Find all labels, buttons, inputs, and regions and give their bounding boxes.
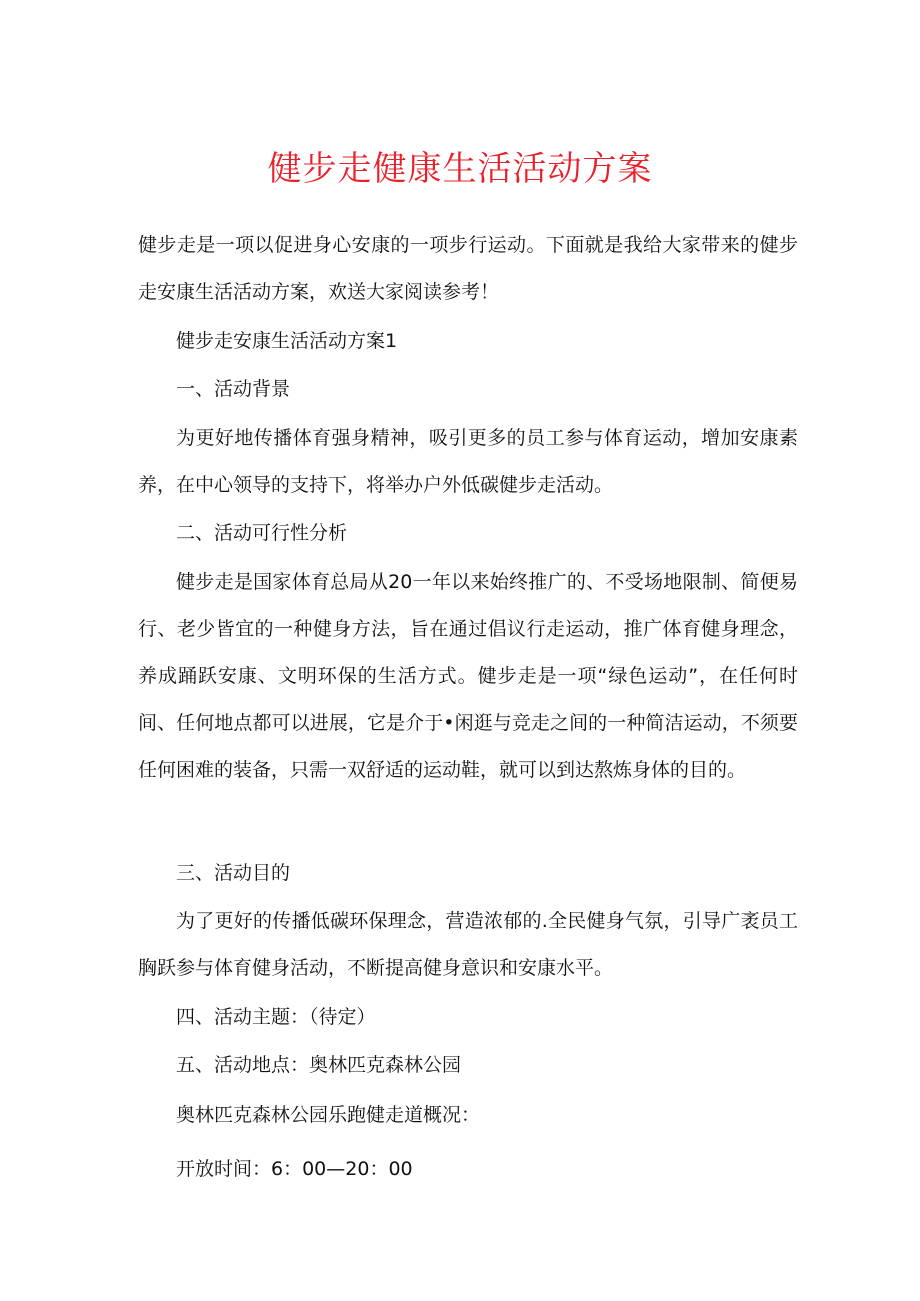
section-2-heading: 二、活动可行性分析: [176, 522, 348, 544]
section-3-body: 为了更好的传播低碳环保理念，营造浓郁的.全民健身气氛，引导广袤员工胸跃参与体育健身活动，不断提高健身意识和安康水平。: [138, 910, 798, 979]
section-4-heading: 四、活动主题：（待定）: [176, 1006, 376, 1028]
plan-subtitle: 健步走安康生活活动方案1: [176, 330, 398, 352]
section-1-body: 为更好地传播体育强身精神，吸引更多的员工参与体育运动，增加安康素养，在中心领导的支持下，将举办户外低碳健步走活动。: [138, 427, 798, 496]
document-title: 健步走健康生活活动方案: [267, 149, 653, 189]
section-3-heading: 三、活动目的: [176, 862, 291, 884]
section-2-body: 健步走是国家体育总局从20一年以来始终推广的、不受场地限制、简便易行、老少皆宜的一种健身方法，旨在通过倡议行走运动，推广体育健身理念，养成踊跃安康、文明环保的生活方式。健步走是一项“绿色运动”，在任何时间、任何地点都可以进展，它是介于•闲逛与竞走之间的一种简洁运动，不须要任何困难的装备，只需一双舒适的运动鞋，就可以到达熬炼身体的目的。: [138, 571, 798, 781]
intro-paragraph: 健步走是一项以促进身心安康的一项步行运动。下面就是我给大家带来的健步走安康生活活动方案，欢送大家阅读参考！: [138, 234, 798, 303]
opening-hours: 开放时间：6：00—20：00: [176, 1158, 413, 1180]
section-5-heading: 五、活动地点：奥林匹克森林公园: [176, 1054, 462, 1076]
section-1-heading: 一、活动背景: [176, 378, 291, 400]
park-overview: 奥林匹克森林公园乐跑健走道概况：: [176, 1104, 481, 1126]
